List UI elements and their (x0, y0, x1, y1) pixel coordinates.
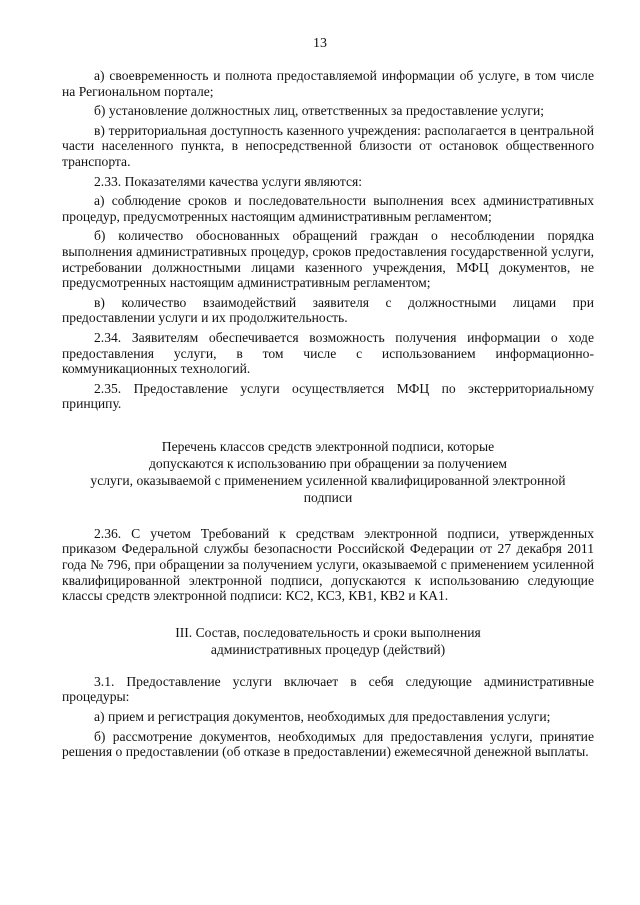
section-heading-iii (62, 624, 594, 658)
paragraph-c-accessibility: в) территориальная доступность казенного учреждения: располагается в центральной части населенного пункта, в непосредственной близости от остановок общественного транспорта. (62, 122, 594, 169)
paragraph-a-timeliness: а) своевременность и полнота предоставляемой информации об услуге, в том числе на Региональном портале; (62, 68, 594, 99)
heading-line: Перечень классов средств электронной подписи, которые (161, 438, 495, 454)
paragraph-b-review: б) рассмотрение документов, необходимых для предоставления услуги, принятие решения о предоставлении (об отказе в предоставлении) ежемесячной денежной выплаты. (62, 728, 594, 760)
paragraph-b-officials: б) установление должностных лиц, ответственных за предоставление услуги; (94, 103, 545, 119)
paragraph-2-34: 2.34. Заявителям обеспечивается возможность получения информации о ходе предоставления услуги, в том числе с использованием информационно-коммуникационных технологий. (62, 329, 594, 377)
heading-line: допускаются к использованию при обращении за получением (148, 455, 507, 471)
heading-line: услуги, оказываемой с применением усиленной квалифицированной электронной (90, 472, 566, 488)
paragraph-a-intake: а) прием и регистрация документов, необходимых для предоставления услуги; (94, 709, 551, 725)
section-heading-signature-classes (62, 438, 594, 506)
document-body (62, 68, 594, 764)
heading-line: подписи (303, 489, 353, 505)
paragraph-2-35: 2.35. Предоставление услуги осуществляется МФЦ по экстерриториальному принципу. (62, 380, 594, 412)
paragraph-2-36: 2.36. С учетом Требований к средствам электронной подписи, утвержденных приказом Федеральной службы безопасности Российской Федерации от 27 декабря 2011 года № 796, при обращении за получением услуги, оказываемой с применением усиленной квалифицированной электронной подписи, допускаются к использованию следующие классы средств электронной подписи: КС2, КС3, КВ1, КВ2 и КА1. (62, 525, 594, 604)
heading-line: III. Состав, последовательность и сроки выполнения (175, 624, 481, 640)
paragraph-2-33: 2.33. Показателями качества услуги являются: (94, 173, 363, 189)
paragraph-c-interactions: в) количество взаимодействий заявителя с должностными лицами при предоставлении услуги и их продолжительность. (62, 294, 594, 326)
paragraph-3-1: 3.1. Предоставление услуги включает в себя следующие административные процедуры: (62, 673, 594, 705)
paragraph-b-complaints: б) количество обоснованных обращений граждан о несоблюдении порядка выполнения административных процедур, сроков предоставления государственной услуги, истребовании должностными лицами казенного учреждения, МФЦ документов, не предусмотренных настоящим административным регламентом; (62, 228, 594, 291)
heading-line: административных процедур (действий) (210, 641, 446, 657)
paragraph-a-deadlines: а) соблюдение сроков и последовательности выполнения всех административных процедур, предусмотренных настоящим административным регламентом; (62, 193, 594, 224)
page-number: 13 (313, 36, 327, 51)
